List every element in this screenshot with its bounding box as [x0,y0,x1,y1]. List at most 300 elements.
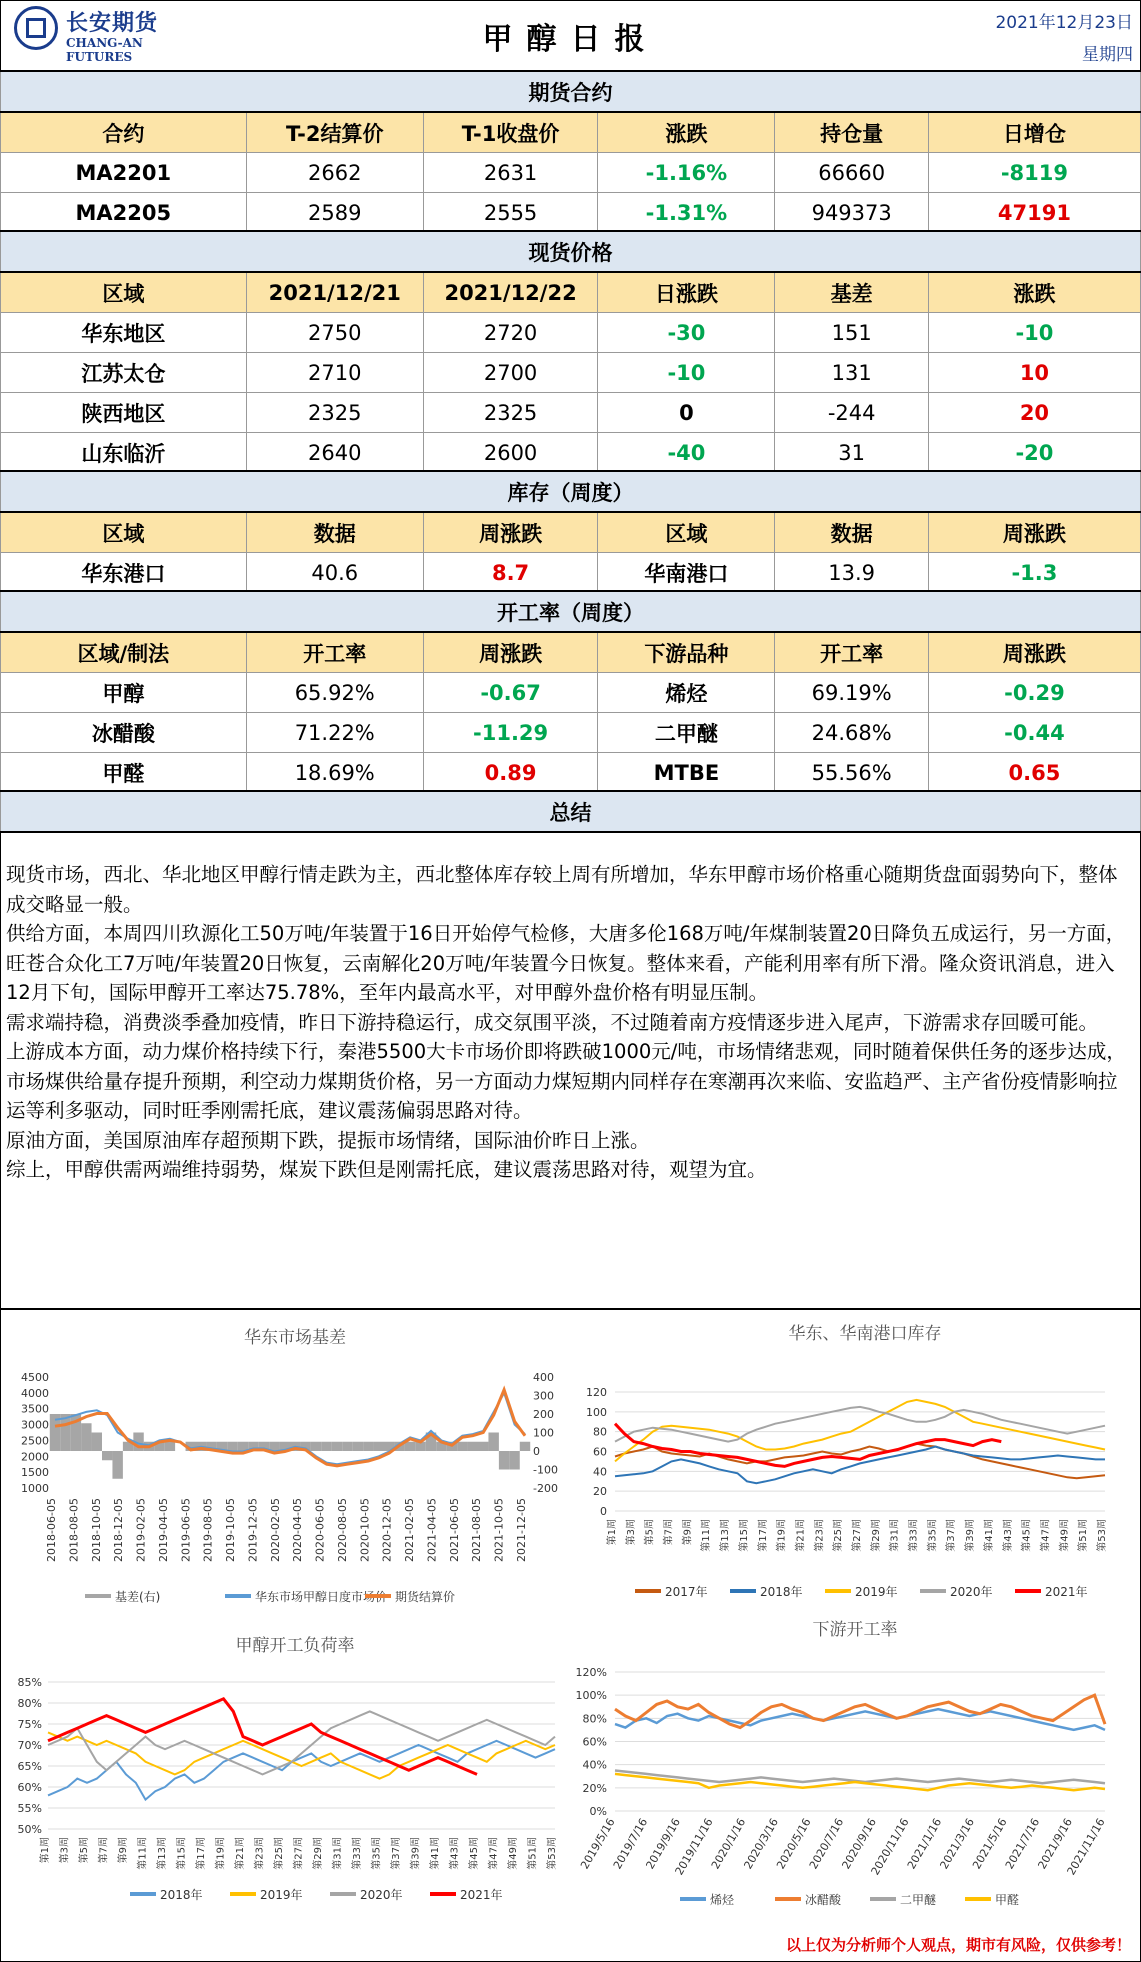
x-tick: 2019/9/16 [643,1816,683,1872]
inventory-col-header: 区域 [598,512,775,553]
spot-col-header: 基差 [775,272,928,313]
x-tick: 2018-10-05 [89,1498,103,1562]
x-tick: 第47周 [1040,1519,1052,1552]
x-tick: 第7周 [663,1519,675,1546]
futures-cell: 2662 [246,153,423,193]
futures-cell: -1.16% [598,153,775,193]
y-tick-right: 100 [533,1426,554,1440]
x-tick: 第31周 [889,1519,901,1552]
legend-label: 2017年 [665,1585,708,1599]
inventory-col-header: 周涨跌 [928,512,1140,553]
legend-label: 期货结算价 [395,1590,456,1604]
x-tick: 第9周 [682,1519,694,1546]
spot-cell: 2640 [246,433,423,473]
y-tick-right: 200 [533,1408,554,1421]
x-tick: 第41周 [430,1837,441,1870]
x-tick: 第15周 [176,1837,188,1870]
x-tick: 2021-02-05 [403,1498,417,1562]
futures-col-header: 持仓量 [775,112,928,153]
x-tick: 2021/9/16 [1035,1816,1075,1872]
inventory-cell: 8.7 [423,553,598,593]
table-row [1,193,1141,233]
x-tick: 2019-08-05 [201,1498,215,1562]
futures-cell: MA2205 [1,193,247,233]
futures-cell: MA2201 [1,153,247,193]
futures-col-header: T-2结算价 [246,112,423,153]
x-tick: 2021-04-05 [425,1498,439,1562]
chart-methanol-rate-svg [0,1625,560,1925]
y-tick: 80% [582,1712,607,1726]
x-tick: 第5周 [79,1837,90,1864]
futures-col-header: T-1收盘价 [423,112,598,153]
x-tick: 2020/3/16 [741,1816,781,1872]
x-tick: 2020-04-05 [291,1498,305,1562]
summary-paragraph: 需求端持稳，消费淡季叠加疫情，昨日下游持稳运行，成交氛围平淡，不过随着南方疫情逐步进入尾声，下游需求存回暖可能。 [6,1010,1099,1034]
y-tick-left: 1500 [21,1466,49,1480]
spot-cell: 陕西地区 [1,393,247,433]
basis-bar [405,1442,415,1451]
chart-inventory [575,1315,1135,1615]
legend-label: 华东市场甲醇日度市场价 [255,1590,388,1604]
summary-paragraph: 原油方面，美国原油库存超预期下跌，提振市场情绪，国际油价昨日上涨。 [6,1128,650,1152]
spot-col-header: 日涨跌 [598,272,775,313]
x-tick: 第25周 [833,1519,845,1552]
y-tick: 20 [593,1485,607,1499]
x-tick: 第45周 [1021,1519,1033,1552]
x-tick: 2020-02-05 [268,1498,282,1562]
x-tick: 2021-08-05 [470,1498,484,1562]
spot-cell: 151 [775,313,928,353]
table-row [1,673,1141,713]
operating-col-header: 开工率 [775,632,928,673]
series-futures-line [55,1390,525,1466]
report-weekday: 星期四 [1082,45,1133,65]
table-row [1,153,1141,193]
inventory-col-header: 区域 [1,512,247,553]
inventory-col-header: 数据 [246,512,423,553]
y-tick-left: 3500 [21,1402,49,1416]
inventory-col-header: 周涨跌 [423,512,598,553]
futures-cell: -8119 [928,153,1140,193]
x-tick: 第35周 [927,1519,939,1552]
x-tick: 2020-12-05 [380,1498,394,1562]
operating-cell: 69.19% [775,673,928,713]
operating-cell: 55.56% [775,753,928,793]
operating-cell: 18.69% [246,753,423,793]
y-tick-left: 2500 [21,1434,49,1448]
chart-title: 甲醇开工负荷率 [235,1636,355,1656]
spot-col-header: 2021/12/22 [423,272,598,313]
chart-basis [0,1315,560,1615]
report-header [0,0,1141,70]
x-tick: 第21周 [235,1837,246,1870]
x-tick: 第41周 [983,1519,995,1552]
x-tick: 2019/11/16 [672,1816,716,1878]
operating-cell: -11.29 [423,713,598,753]
futures-cell: 2555 [423,193,598,233]
summary-header-table [0,790,1141,833]
chart-title: 华东市场基差 [244,1328,346,1348]
x-tick: 2020-08-05 [335,1498,349,1562]
futures-cell: 2589 [246,193,423,233]
y-tick: 120% [575,1666,607,1679]
chart-basis-svg [0,1315,560,1615]
operating-col-header: 开工率 [246,632,423,673]
x-tick: 第11周 [701,1519,713,1552]
chart-title: 下游开工率 [812,1620,898,1640]
x-tick: 2021-06-05 [447,1498,461,1562]
x-tick: 第11周 [137,1837,149,1870]
chart-methanol-rate [0,1625,560,1925]
basis-bar [478,1442,488,1451]
operating-col-header: 区域/制法 [1,632,247,673]
legend-label: 2018年 [160,1888,203,1902]
x-tick: 第53周 [547,1837,558,1870]
operating-col-header: 周涨跌 [423,632,598,673]
operating-cell: 0.65 [928,753,1140,793]
operating-cell: 二甲醚 [598,713,775,753]
spot-cell: 2325 [423,393,598,433]
basis-bar [342,1442,352,1451]
basis-bar [102,1451,112,1460]
spot-cell: 山东临沂 [1,433,247,473]
spot-cell: 2750 [246,313,423,353]
chart-inventory-svg [575,1315,1135,1615]
y-tick-right: -200 [533,1482,558,1495]
table-row [1,313,1141,353]
spot-col-header: 涨跌 [928,272,1140,313]
spot-cell: -10 [928,313,1140,353]
x-tick: 第43周 [1002,1519,1014,1552]
charts-divider [0,1308,1141,1310]
basis-bar [363,1442,373,1451]
x-tick: 第31周 [332,1837,344,1870]
legend-label: 2019年 [855,1585,898,1599]
futures-col-header: 涨跌 [598,112,775,153]
operating-cell: 烯烃 [598,673,775,713]
basis-bar [332,1442,342,1451]
x-tick: 2020/7/16 [806,1816,847,1872]
x-tick: 2019-12-05 [246,1498,260,1562]
x-tick: 第15周 [738,1519,750,1552]
x-tick: 第19周 [776,1519,788,1552]
table-row [1,353,1141,393]
x-tick: 第3周 [625,1519,637,1546]
x-tick: 第51周 [1078,1519,1090,1552]
x-tick: 第33周 [908,1519,920,1552]
report-title: 甲醇日报 [482,22,659,57]
y-tick-right: 400 [533,1371,554,1384]
chart-downstream-svg [575,1615,1135,1925]
operating-cell: MTBE [598,753,775,793]
inventory-cell: 40.6 [246,553,423,593]
summary-paragraph: 现货市场，西北、华北地区甲醇行情走跌为主，西北整体库存较上周有所增加，华东甲醇市场价格重心随期货盘面弱势向下，整体成交略显一般。 [6,863,1118,916]
y-tick-left: 3000 [21,1418,49,1432]
x-tick: 第23周 [254,1837,266,1870]
operating-cell: 24.68% [775,713,928,753]
y-tick: 100 [586,1405,607,1419]
spot-cell: 2720 [423,313,598,353]
y-tick-right: 300 [533,1389,554,1403]
series-line-3 [48,1699,477,1775]
spot-cell: 2600 [423,433,598,473]
spot-col-header: 区域 [1,272,247,313]
y-tick: 60 [593,1445,607,1459]
x-tick: 第19周 [215,1837,227,1870]
logo-text-cn: 长安期货 [66,11,159,36]
x-tick: 第7周 [98,1837,110,1864]
x-tick: 2019/5/16 [578,1816,618,1872]
basis-bar [499,1451,509,1470]
x-tick: 第13周 [720,1519,732,1552]
basis-bar [509,1451,519,1470]
spot-cell: 2700 [423,353,598,393]
y-tick: 60% [582,1735,607,1749]
spot-cell: 31 [775,433,928,473]
report-date: 2021年12月23日 [995,13,1133,33]
x-tick: 2018-12-05 [112,1498,126,1562]
spot-cell: 华东地区 [1,313,247,353]
x-tick: 2020-06-05 [313,1498,327,1562]
spot-section-title: 现货价格 [1,231,1141,272]
spot-cell: -20 [928,433,1140,473]
spot-cell: -30 [598,313,775,353]
x-tick: 2021/5/16 [970,1816,1010,1872]
operating-cell: 冰醋酸 [1,713,247,753]
futures-cell: 66660 [775,153,928,193]
basis-bar [457,1442,467,1451]
x-tick: 2019/7/16 [610,1816,651,1872]
x-tick: 第49周 [508,1837,519,1870]
x-tick: 2019-06-05 [179,1498,193,1562]
y-tick: 55% [17,1802,42,1815]
spot-cell: 20 [928,393,1140,433]
x-tick: 第23周 [814,1519,826,1552]
y-tick: 0% [589,1805,607,1818]
x-tick: 2021-12-05 [515,1498,528,1562]
legend-label: 烯烃 [710,1893,735,1907]
futures-col-header: 日增仓 [928,112,1140,153]
basis-bar [321,1442,331,1451]
chart-downstream [575,1615,1135,1925]
x-tick: 第25周 [274,1837,285,1870]
x-tick: 第13周 [157,1837,168,1870]
x-tick: 2020/11/16 [868,1816,912,1878]
basis-bar [81,1423,91,1451]
x-tick: 2019-10-05 [224,1498,238,1562]
x-tick: 2020/9/16 [839,1816,879,1872]
inventory-col-header: 数据 [775,512,928,553]
x-tick: 第37周 [391,1837,402,1870]
spot-cell: -40 [598,433,775,473]
operating-cell: -0.67 [423,673,598,713]
x-tick: 第3周 [59,1837,71,1864]
spot-cell: 江苏太仓 [1,353,247,393]
y-tick-right: 0 [533,1445,540,1458]
x-tick: 第1周 [607,1519,618,1546]
x-tick: 第43周 [449,1837,461,1870]
x-tick: 第21周 [795,1519,807,1552]
x-tick: 2018-06-05 [45,1498,58,1562]
operating-rate-table [0,590,1141,793]
inventory-cell: 华南港口 [598,553,775,593]
spot-cell: 2325 [246,393,423,433]
y-tick: 75% [17,1718,42,1731]
x-tick: 第27周 [852,1519,863,1552]
legend-label: 2018年 [760,1585,803,1599]
y-tick-right: -100 [533,1463,558,1477]
x-tick: 第45周 [469,1837,480,1870]
legend-label: 2021年 [460,1888,503,1902]
basis-bar [353,1442,363,1451]
spot-cell: -244 [775,393,928,433]
y-tick-left: 4500 [21,1371,49,1384]
x-tick: 2021/3/16 [937,1816,977,1872]
x-tick: 2021/7/16 [1002,1816,1043,1872]
table-row [1,753,1141,793]
y-tick: 100% [575,1689,607,1703]
y-tick: 0 [600,1505,607,1518]
disclaimer: 以上仅为分析师个人观点，期市有风险，仅供参考！ [785,1936,1131,1954]
basis-bar [227,1442,237,1451]
x-tick: 第39周 [410,1837,422,1870]
x-tick: 第1周 [40,1837,51,1864]
operating-cell: -0.44 [928,713,1140,753]
x-tick: 2019-04-05 [156,1498,170,1562]
inventory-cell: -1.3 [928,553,1140,593]
spot-col-header: 2021/12/21 [246,272,423,313]
y-tick: 85% [17,1676,42,1689]
spot-cell: 131 [775,353,928,393]
chart-title: 华东、华南港口库存 [788,1324,942,1344]
series-spot-line [55,1393,525,1464]
operating-col-header: 周涨跌 [928,632,1140,673]
summary-section-title: 总结 [1,791,1141,832]
y-tick: 60% [17,1781,42,1794]
y-tick: 80% [17,1697,42,1710]
futures-table [0,70,1141,233]
x-tick: 2021/11/16 [1064,1816,1108,1878]
y-tick-left: 1000 [21,1482,49,1495]
inventory-section-title: 库存（周度） [1,471,1141,512]
summary-text [6,860,1134,1185]
x-tick: 2020/1/16 [708,1816,749,1872]
legend-label: 2021年 [1045,1585,1088,1599]
futures-section-title: 期货合约 [1,71,1141,112]
x-tick: 第47周 [488,1837,500,1870]
y-tick-left: 4000 [21,1386,49,1400]
basis-bar [112,1451,122,1479]
y-tick: 70% [17,1739,42,1752]
x-tick: 第53周 [1097,1519,1108,1552]
futures-cell: -1.31% [598,193,775,233]
table-row [1,393,1141,433]
x-tick: 第29周 [313,1837,324,1870]
legend-label: 冰醋酸 [805,1893,842,1907]
x-tick: 第9周 [118,1837,129,1864]
legend-label: 2020年 [950,1585,993,1599]
legend-label: 2019年 [260,1888,303,1902]
x-tick: 第29周 [870,1519,882,1552]
spot-price-table [0,230,1141,473]
legend-label: 2020年 [360,1888,403,1902]
basis-bar [488,1433,498,1452]
y-tick: 40 [593,1465,607,1479]
x-tick: 2018-08-05 [67,1498,81,1562]
x-tick: 2021/1/16 [904,1816,945,1872]
table-row [1,433,1141,473]
legend-label: 基差(右) [115,1590,161,1604]
y-tick: 40% [582,1758,607,1772]
y-tick: 50% [17,1823,42,1836]
operating-cell: 71.22% [246,713,423,753]
basis-bar [165,1442,175,1451]
x-tick: 第33周 [352,1837,363,1870]
futures-cell: 949373 [775,193,928,233]
x-tick: 第17周 [196,1837,207,1870]
basis-bar [468,1442,478,1451]
spot-cell: 0 [598,393,775,433]
operating-cell: 甲醇 [1,673,247,713]
operating-section-title: 开工率（周度） [1,591,1141,632]
x-tick: 2021-10-05 [492,1498,506,1562]
x-tick: 第27周 [293,1837,305,1870]
spot-cell: 10 [928,353,1140,393]
summary-paragraph: 供给方面，本周四川玖源化工50万吨/年装置于16日开始停气检修，大唐多伦168万吨/年煤制装置20日降负五成运行，另一方面，旺苍合众化工7万吨/年装置20日恢复，云南解化20万吨/年装置今日恢复。整体来看，产能利用率有所下滑。隆众资讯消息，进入12月下旬，国际甲醇开工率达75.78%，至年内最高水平，对甲醇外盘价格有明显压制。 [6,922,1126,1004]
x-tick: 第37周 [946,1519,958,1552]
basis-bar [311,1442,321,1451]
table-row [1,713,1141,753]
y-tick: 120 [586,1386,607,1399]
operating-cell: 0.89 [423,753,598,793]
table-row [1,553,1141,593]
operating-col-header: 下游品种 [598,632,775,673]
inventory-cell: 华东港口 [1,553,247,593]
inventory-cell: 13.9 [775,553,928,593]
basis-bar [520,1442,530,1451]
summary-paragraph: 综上，甲醇供需两端维持弱势，煤炭下跌但是刚需托底，建议震荡思路对待，观望为宜。 [6,1158,767,1181]
spot-cell: 2710 [246,353,423,393]
x-tick: 第5周 [644,1519,656,1546]
basis-bar [374,1442,384,1451]
legend-label: 二甲醚 [900,1893,937,1907]
y-tick: 20% [582,1781,607,1795]
x-tick: 第35周 [371,1837,383,1870]
futures-cell: 47191 [928,193,1140,233]
y-tick: 65% [17,1760,42,1773]
x-tick: 2020/5/16 [774,1816,814,1872]
futures-cell: 2631 [423,153,598,193]
summary-paragraph: 上游成本方面，动力煤价格持续下行，秦港5500大卡市场价即将跌破1000元/吨，市场情绪悲观，同时随着保供任务的逐步达成，市场煤供给量存提升预期，利空动力煤期货价格，另一方面动力煤短期内同样存在寒潮再次来临、安监趋严、主产省份疫情影响拉运等利多驱动，同时旺季刚需托底，建议震荡偏弱思路对待。 [6,1040,1126,1122]
y-tick-left: 2000 [21,1450,49,1464]
x-tick: 第17周 [757,1519,769,1552]
x-tick: 第49周 [1059,1519,1071,1552]
x-tick: 第51周 [527,1837,539,1870]
operating-cell: 甲醛 [1,753,247,793]
operating-cell: 65.92% [246,673,423,713]
spot-cell: -10 [598,353,775,393]
legend-label: 甲醛 [995,1893,1020,1907]
y-tick: 80 [593,1425,607,1439]
basis-bar [92,1433,102,1452]
inventory-table [0,470,1141,593]
futures-col-header: 合约 [1,112,247,153]
series-line-0 [48,1741,555,1800]
logo-text-en: CHANG-AN FUTURES [66,36,143,64]
operating-cell: -0.29 [928,673,1140,713]
x-tick: 2019-02-05 [134,1498,148,1562]
x-tick: 2020-10-05 [358,1498,372,1562]
